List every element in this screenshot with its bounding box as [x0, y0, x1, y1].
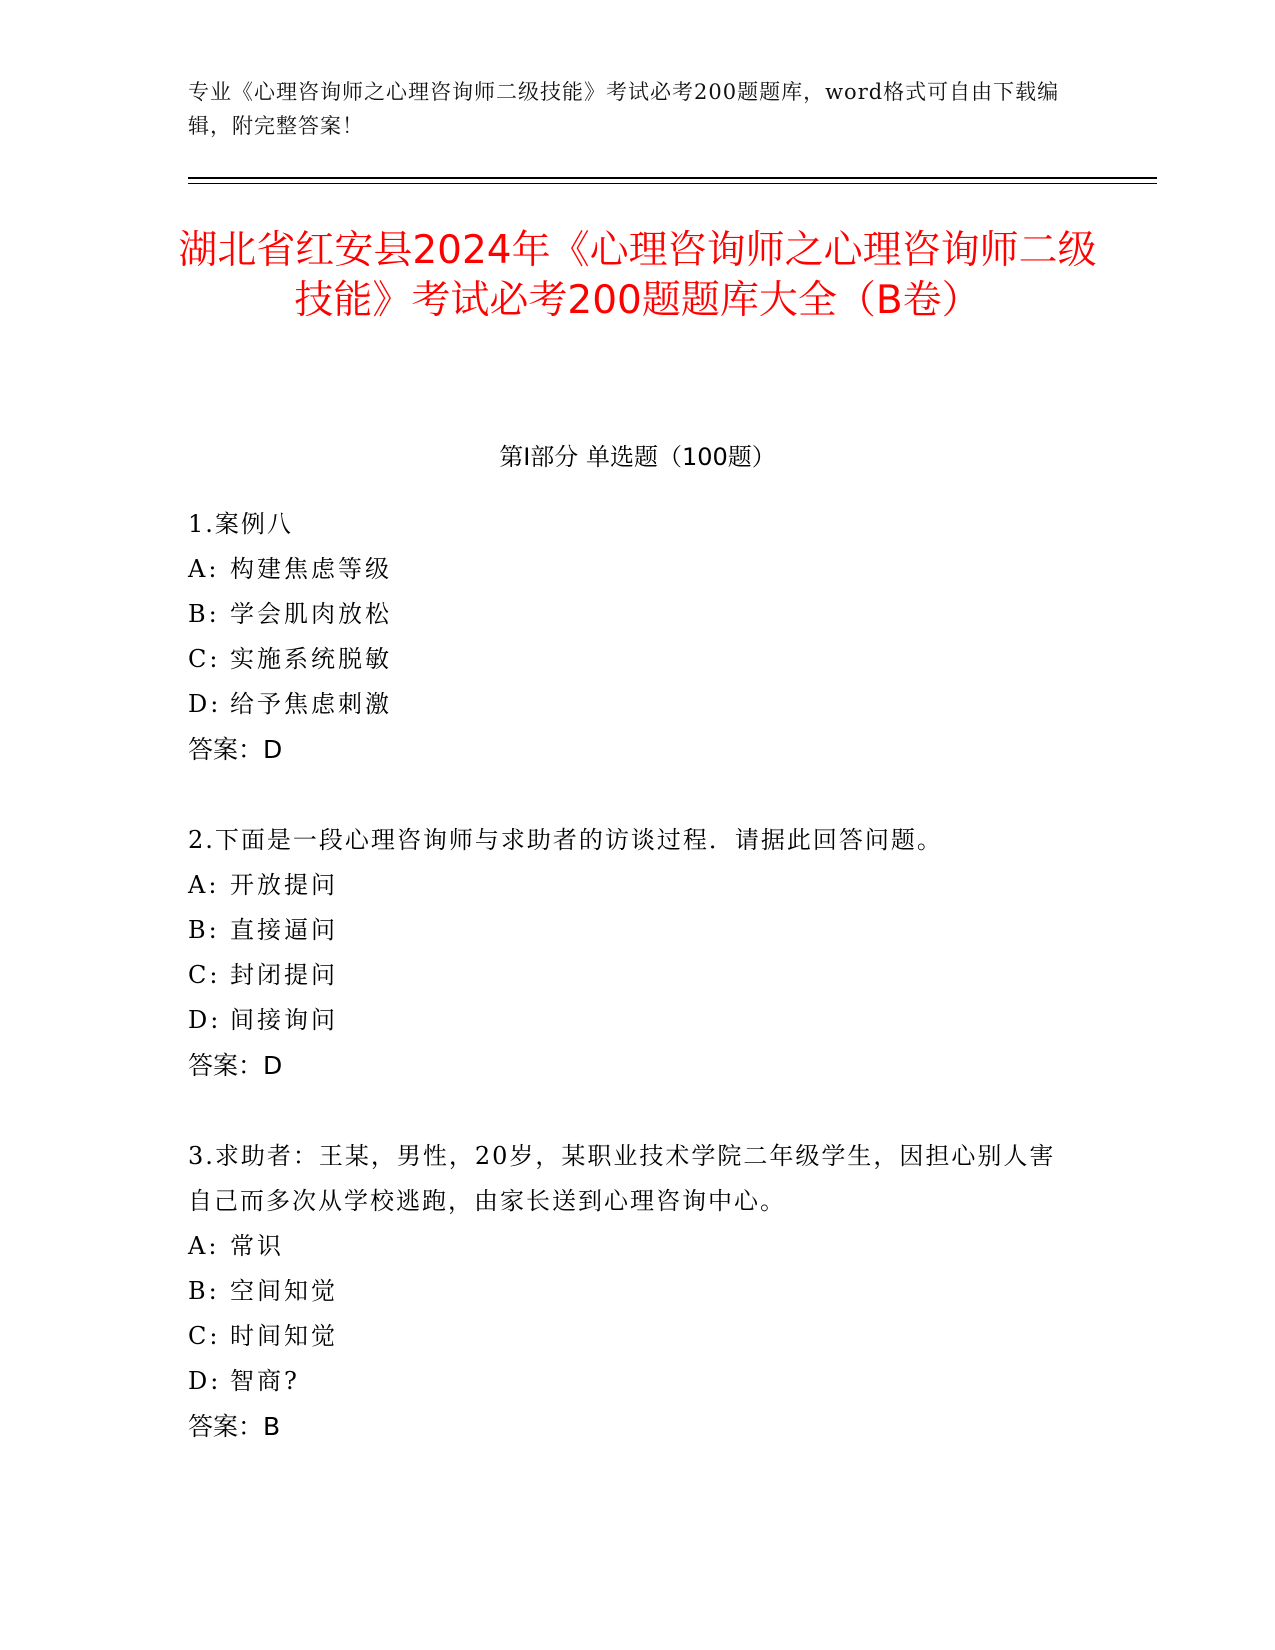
option-c	[188, 953, 1068, 998]
question-text: 2.下面是一段心理咨询师与求助者的访谈过程．请据此回答问题。	[188, 826, 943, 854]
question-text: 3.求助者：王某，男性，20岁，某职业技术学院二年级学生，因担心别人害自己而多次从学校逃跑，由家长送到心理咨询中心。	[188, 1142, 1056, 1215]
option-letter: B:	[188, 600, 220, 628]
option-text: 构建焦虑等级	[230, 555, 392, 583]
question-2	[188, 818, 1068, 1088]
header-divider-thick	[188, 177, 1157, 179]
option-letter: C:	[188, 1322, 221, 1350]
option-letter: A:	[188, 555, 220, 583]
option-letter: B:	[188, 1277, 220, 1305]
question-text: 1.案例八	[188, 510, 293, 538]
option-letter: D:	[188, 1006, 222, 1034]
option-text: 直接逼问	[230, 916, 338, 944]
option-a	[188, 863, 1068, 908]
option-text: 智商?	[230, 1367, 300, 1395]
question-1	[188, 502, 1068, 772]
answer-text: 答案：D	[188, 735, 283, 764]
option-text: 时间知觉	[230, 1322, 338, 1350]
option-text: 间接询问	[230, 1006, 338, 1034]
option-a	[188, 1224, 1068, 1269]
option-text: 空间知觉	[230, 1277, 338, 1305]
option-text: 封闭提问	[230, 961, 338, 989]
option-letter: A:	[188, 1232, 220, 1260]
question-3	[188, 1134, 1068, 1449]
option-d	[188, 998, 1068, 1043]
option-text: 实施系统脱敏	[230, 645, 392, 673]
option-letter: D:	[188, 1367, 222, 1395]
option-text: 常识	[230, 1232, 284, 1260]
option-d	[188, 682, 1068, 727]
option-letter: D:	[188, 690, 222, 718]
option-letter: A:	[188, 871, 220, 899]
option-letter: C:	[188, 645, 221, 673]
answer-text: 答案：B	[188, 1412, 281, 1441]
option-c	[188, 637, 1068, 682]
option-text: 学会肌肉放松	[230, 600, 392, 628]
option-a	[188, 547, 1068, 592]
option-text: 开放提问	[230, 871, 338, 899]
section-heading: 第Ⅰ部分 单选题（100题）	[499, 443, 776, 471]
option-letter: C:	[188, 961, 221, 989]
header-divider-thin	[188, 183, 1157, 184]
option-letter: B:	[188, 916, 220, 944]
answer-text: 答案：D	[188, 1051, 283, 1080]
option-d	[188, 1359, 1068, 1404]
option-b	[188, 1269, 1068, 1314]
intro-text: 专业《心理咨询师之心理咨询师二级技能》考试必考200题题库，word格式可自由下载编辑，附完整答案！	[188, 80, 1060, 138]
option-c	[188, 1314, 1068, 1359]
option-b	[188, 908, 1068, 953]
option-text: 给予焦虑刺激	[230, 690, 392, 718]
document-title: 湖北省红安县2024年《心理咨询师之心理咨询师二级技能》考试必考200题题库大全（B卷）	[178, 228, 1097, 323]
option-b	[188, 592, 1068, 637]
